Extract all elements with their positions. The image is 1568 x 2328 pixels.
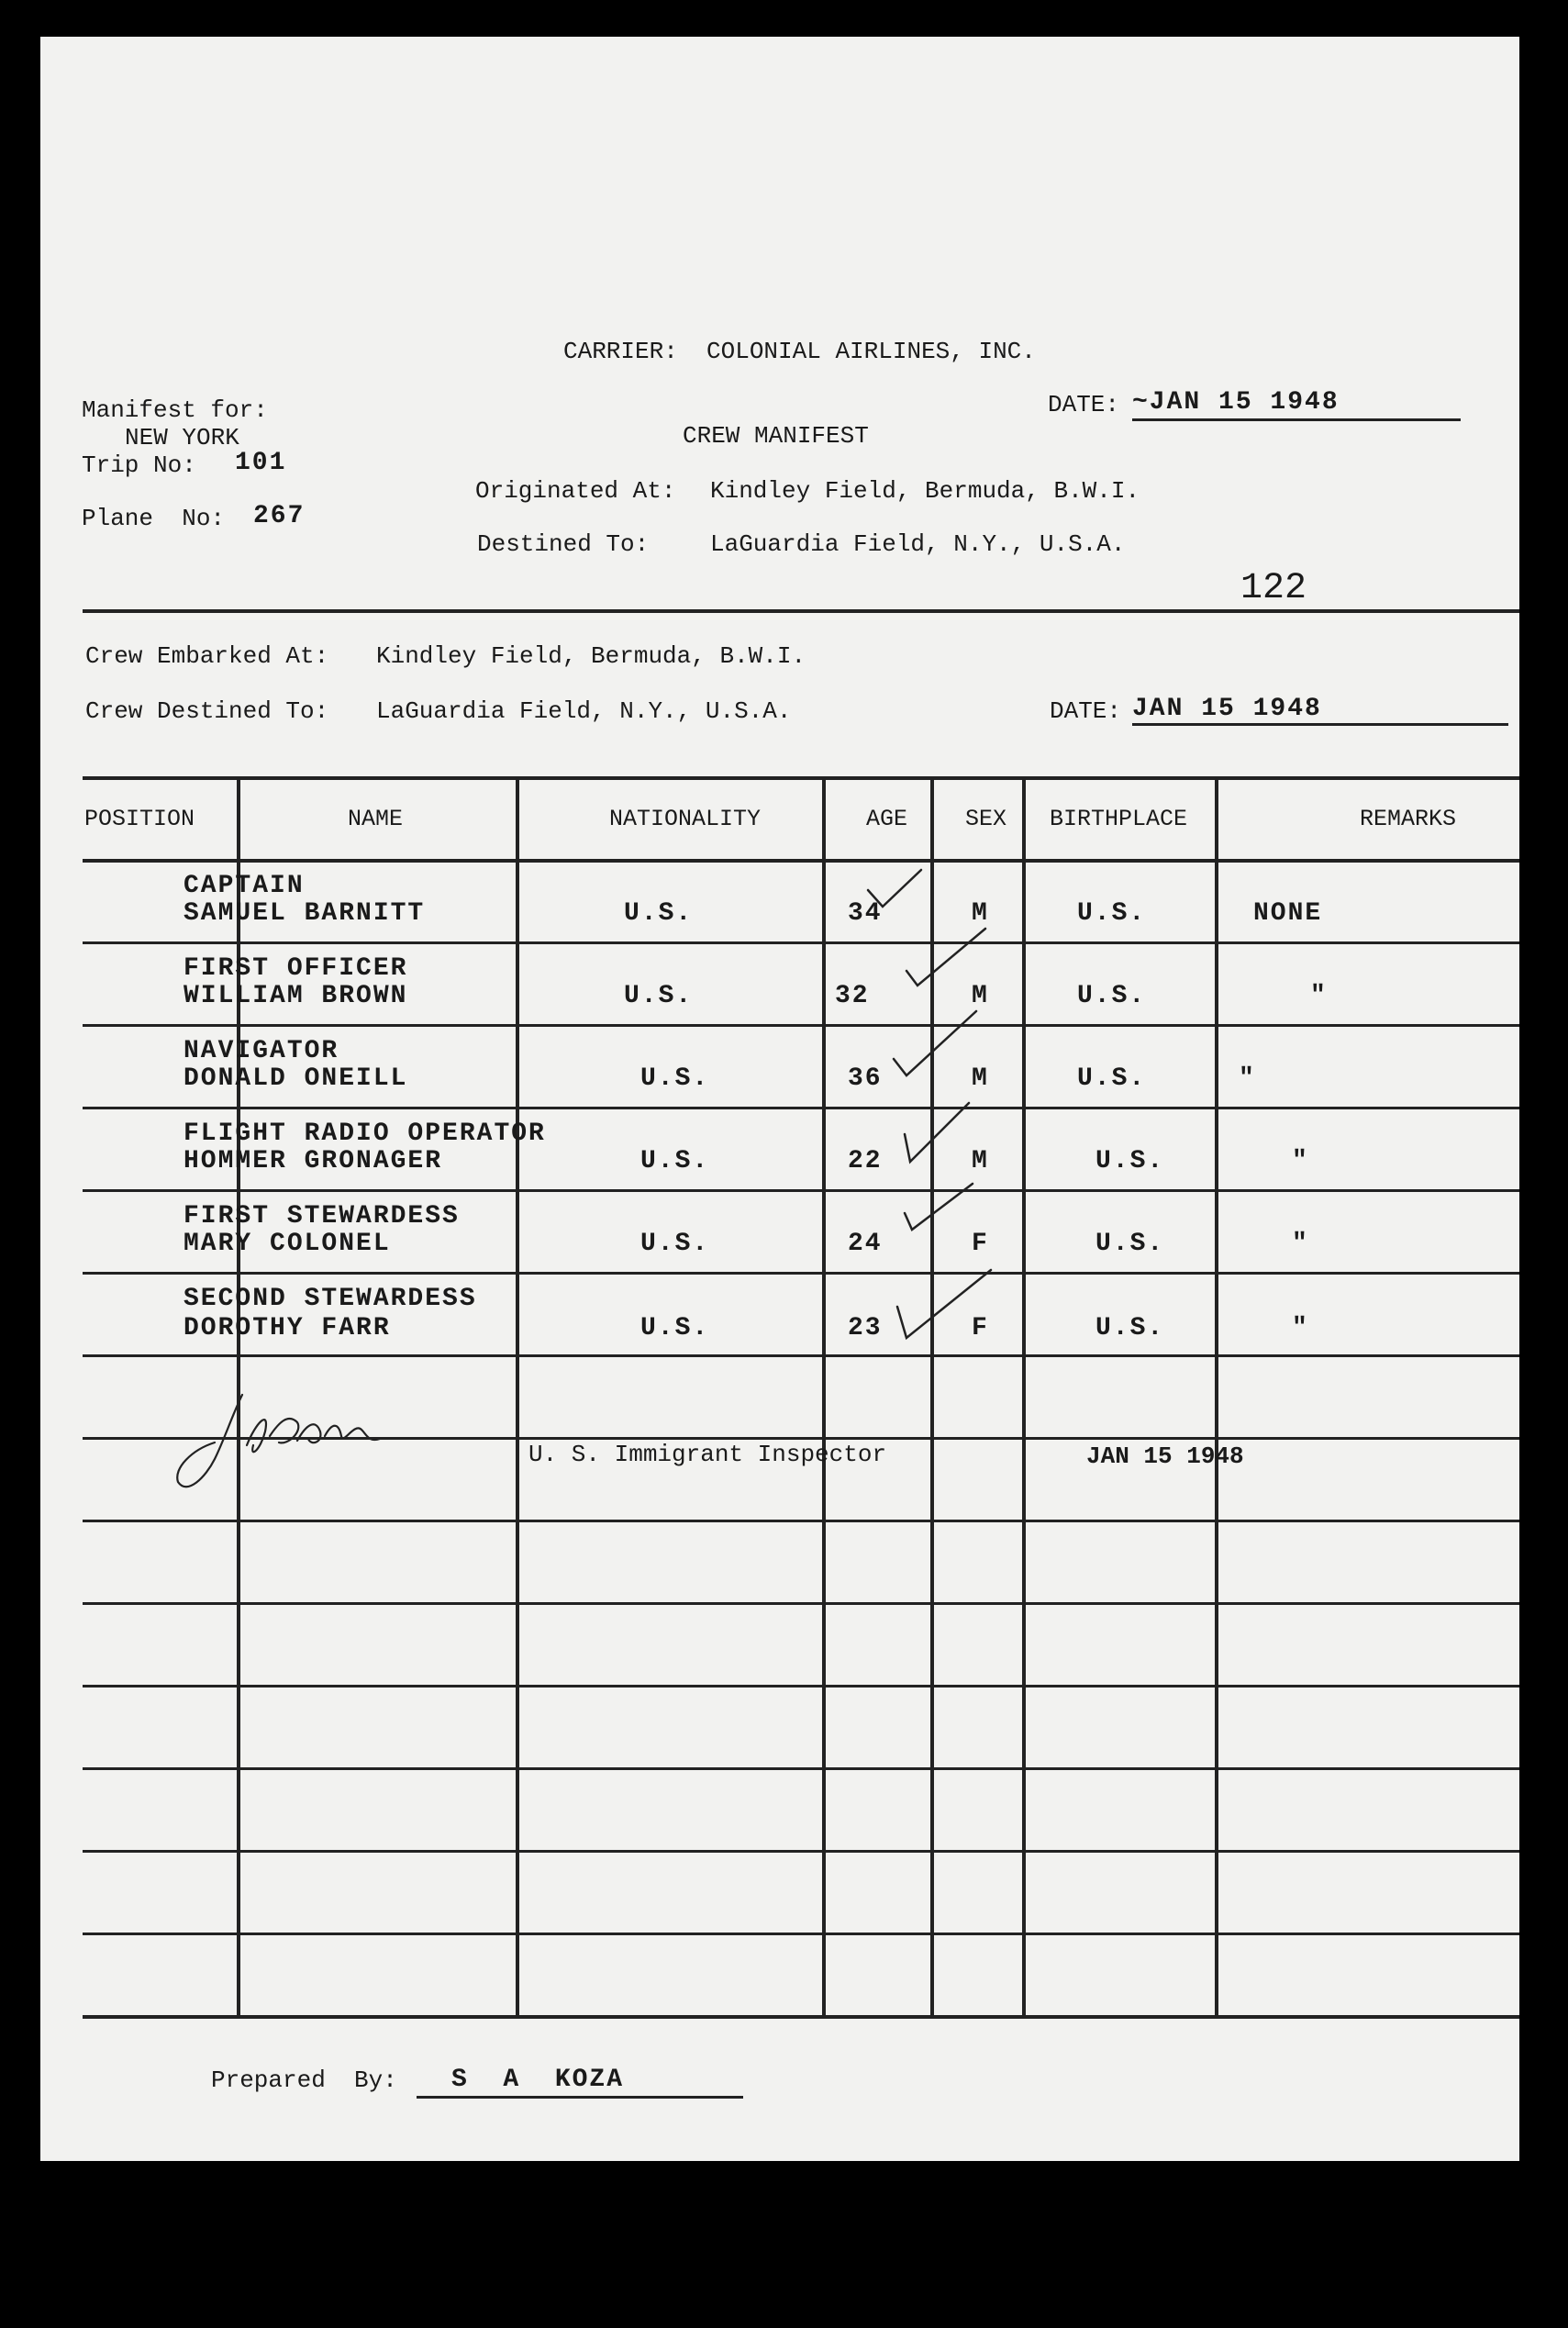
crew-birthplace: U.S. bbox=[1095, 1230, 1165, 1258]
crew-birthplace: U.S. bbox=[1077, 982, 1147, 1010]
crew-sex: F bbox=[972, 1314, 989, 1342]
crew-position: SECOND STEWARDESS bbox=[183, 1285, 477, 1313]
crew-destined-value: LaGuardia Field, N.Y., U.S.A. bbox=[376, 697, 792, 725]
prepared-value: S A KOZA bbox=[451, 2066, 625, 2094]
crew-name: DOROTHY FARR bbox=[183, 1314, 391, 1342]
row-rule bbox=[83, 1520, 1519, 1522]
date-underline bbox=[1132, 418, 1461, 421]
plane-label: Plane No: bbox=[82, 505, 226, 532]
crew-position: CAPTAIN bbox=[183, 872, 305, 900]
crew-position: FIRST OFFICER bbox=[183, 954, 408, 983]
table-top-rule bbox=[83, 776, 1519, 780]
crew-birthplace: U.S. bbox=[1095, 1147, 1165, 1175]
row-rule bbox=[83, 1354, 1519, 1357]
page-title: CREW MANIFEST bbox=[683, 422, 869, 450]
crew-position: NAVIGATOR bbox=[183, 1037, 339, 1065]
crew-age: 34 bbox=[848, 899, 883, 928]
crew-sex: F bbox=[972, 1230, 989, 1258]
crew-embarked-label: Crew Embarked At: bbox=[85, 642, 329, 670]
trip-value: 101 bbox=[235, 449, 287, 477]
crew-name: MARY COLONEL bbox=[183, 1230, 391, 1258]
crew-nationality: U.S. bbox=[640, 1230, 710, 1258]
crew-remarks: " bbox=[1292, 1230, 1309, 1258]
crew-age: 22 bbox=[848, 1147, 883, 1175]
destined-value: LaGuardia Field, N.Y., U.S.A. bbox=[710, 530, 1126, 558]
col-header-name: NAME bbox=[348, 806, 404, 832]
row-rule bbox=[83, 1685, 1519, 1688]
row-rule bbox=[83, 941, 1519, 944]
row-rule bbox=[83, 1024, 1519, 1027]
crew-remarks: " bbox=[1292, 1147, 1309, 1175]
date2-underline bbox=[1132, 723, 1508, 726]
crew-name: WILLIAM BROWN bbox=[183, 982, 408, 1010]
crew-name: SAMUEL BARNITT bbox=[183, 899, 426, 928]
check-mark bbox=[894, 1011, 976, 1075]
column-rule bbox=[1215, 776, 1218, 2017]
signature bbox=[150, 1358, 426, 1505]
trip-label: Trip No: bbox=[82, 451, 196, 479]
crew-sex: M bbox=[972, 1064, 989, 1093]
prepared-label: Prepared By: bbox=[211, 2066, 397, 2094]
date2-value: JAN 15 1948 bbox=[1132, 695, 1322, 723]
row-rule bbox=[83, 1767, 1519, 1770]
column-rule bbox=[822, 776, 826, 2017]
crew-age: 36 bbox=[848, 1064, 883, 1093]
crew-age: 23 bbox=[848, 1314, 883, 1342]
crew-age: 32 bbox=[835, 982, 870, 1010]
date-value: ~JAN 15 1948 bbox=[1132, 388, 1340, 417]
crew-name: HOMMER GRONAGER bbox=[183, 1147, 443, 1175]
col-header-position: POSITION bbox=[84, 806, 195, 832]
crew-age: 24 bbox=[848, 1230, 883, 1258]
date-label: DATE: bbox=[1048, 391, 1120, 418]
column-rule bbox=[930, 776, 934, 2017]
header-rule bbox=[83, 609, 1519, 613]
crew-nationality: U.S. bbox=[640, 1147, 710, 1175]
col-header-sex: SEX bbox=[965, 806, 1007, 832]
crew-destined-label: Crew Destined To: bbox=[85, 697, 329, 725]
row-rule bbox=[83, 1850, 1519, 1853]
crew-sex: M bbox=[972, 899, 989, 928]
col-header-remarks: REMARKS bbox=[1360, 806, 1457, 832]
manifest-for-label: Manifest for: bbox=[82, 396, 268, 424]
col-header-birthplace: BIRTHPLACE bbox=[1050, 806, 1188, 832]
crew-birthplace: U.S. bbox=[1077, 899, 1147, 928]
prepared-underline bbox=[417, 2096, 743, 2099]
row-rule bbox=[83, 1602, 1519, 1605]
col-header-nationality: NATIONALITY bbox=[609, 806, 762, 832]
crew-nationality: U.S. bbox=[624, 899, 694, 928]
inspector-date: JAN 15 1948 bbox=[1086, 1442, 1244, 1470]
crew-birthplace: U.S. bbox=[1077, 1064, 1147, 1093]
crew-birthplace: U.S. bbox=[1095, 1314, 1165, 1342]
crew-name: DONALD ONEILL bbox=[183, 1064, 408, 1093]
inspector-label: U. S. Immigrant Inspector bbox=[528, 1441, 887, 1468]
row-rule bbox=[83, 1107, 1519, 1109]
date2-label: DATE: bbox=[1050, 697, 1122, 725]
originated-label: Originated At: bbox=[475, 477, 676, 505]
crew-nationality: U.S. bbox=[624, 982, 694, 1010]
crew-remarks: " bbox=[1239, 1064, 1256, 1093]
crew-sex: M bbox=[972, 1147, 989, 1175]
crew-remarks: " bbox=[1310, 982, 1328, 1010]
manifest-page bbox=[40, 37, 1519, 2161]
plane-value: 267 bbox=[253, 502, 306, 530]
col-header-age: AGE bbox=[866, 806, 908, 832]
originated-value: Kindley Field, Bermuda, B.W.I. bbox=[710, 477, 1140, 505]
page-number: 122 bbox=[1240, 568, 1307, 609]
crew-embarked-value: Kindley Field, Bermuda, B.W.I. bbox=[376, 642, 806, 670]
check-mark bbox=[905, 1103, 969, 1162]
crew-nationality: U.S. bbox=[640, 1064, 710, 1093]
row-rule bbox=[83, 1272, 1519, 1275]
crew-remarks: " bbox=[1292, 1314, 1309, 1342]
destined-label: Destined To: bbox=[477, 530, 650, 558]
check-mark bbox=[906, 929, 985, 986]
crew-sex: M bbox=[972, 982, 989, 1010]
column-rule bbox=[516, 776, 519, 2017]
crew-nationality: U.S. bbox=[640, 1314, 710, 1342]
crew-position: FLIGHT RADIO OPERATOR bbox=[183, 1119, 546, 1148]
column-rule bbox=[1022, 776, 1026, 2017]
row-rule bbox=[83, 1189, 1519, 1192]
table-header-rule bbox=[83, 859, 1519, 863]
carrier-line: CARRIER: COLONIAL AIRLINES, INC. bbox=[563, 338, 1036, 365]
manifest-for-value: NEW YORK bbox=[125, 424, 239, 451]
table-bottom-rule bbox=[83, 2015, 1519, 2019]
crew-position: FIRST STEWARDESS bbox=[183, 1202, 460, 1231]
crew-remarks: NONE bbox=[1253, 899, 1323, 928]
row-rule bbox=[83, 1933, 1519, 1935]
